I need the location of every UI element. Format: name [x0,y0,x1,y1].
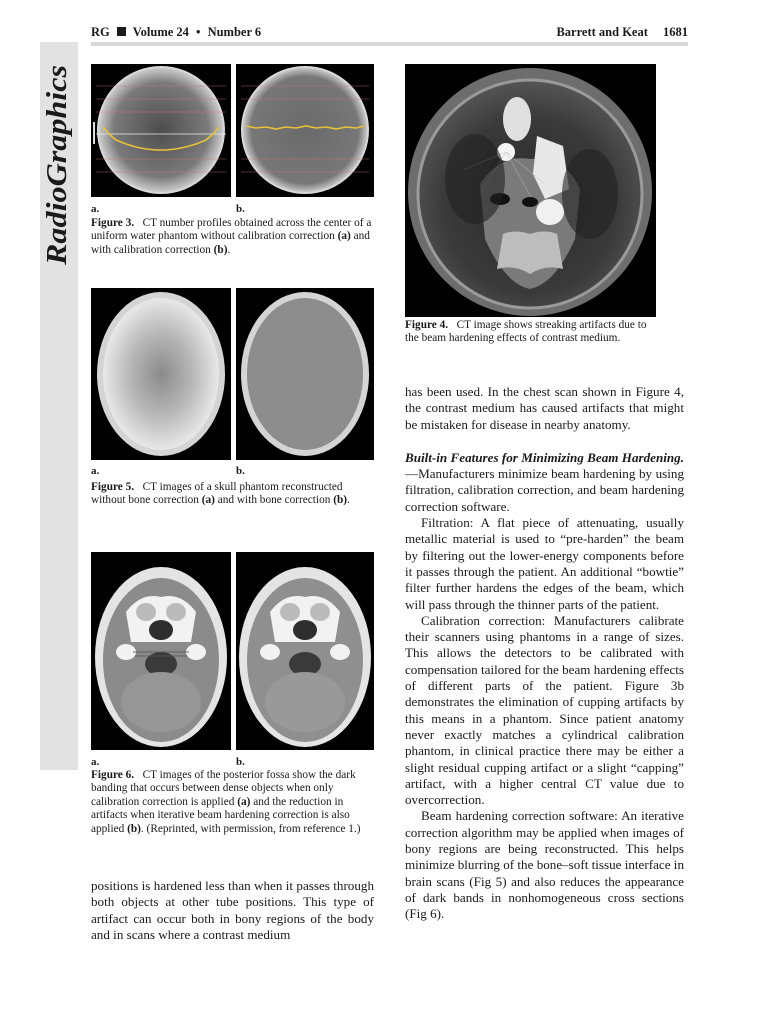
figure5-label-b: b. [236,465,245,477]
figure6-caption-label: Figure 6. [91,769,135,781]
header-rule [91,42,688,46]
header-journal-info [91,25,261,40]
figure5-label-a: a. [91,465,100,477]
figure5b-image [236,288,374,460]
square-icon [117,27,126,36]
left-column-body [91,878,374,943]
figure6-caption-b: (b) [127,822,141,835]
figure3-caption-end: . [227,243,231,256]
figure5-caption-mid: and with bone correction [217,494,331,507]
figure6-caption-mid: and the reduction in artifacts when iterative beam hardening correction is also applied [91,795,350,835]
figure5-caption-label: Figure 5. [91,481,135,493]
figure6-label-b: b. [236,756,245,768]
figure4-caption [405,319,656,346]
figure3-caption [91,217,374,257]
figure3a-image [91,64,231,197]
figure3-caption-mid: and with calibration correction [91,230,370,256]
figure5-caption [91,481,374,508]
journal-abbrev: RG [91,25,110,39]
figure3-caption-b: (b) [213,243,228,256]
figure5a-image [91,288,231,460]
left-column-paragraph: positions is hardened less than when it passes through both objects at other tube positions. This type of artifact can occur both in bony regions of the body and in scans where a contrast medium [91,878,374,942]
figure4-caption-label: Figure 4. [405,319,449,331]
figure3-label-a: a. [91,203,100,215]
figure6-label-a: a. [91,756,100,768]
figure4-image [405,64,656,317]
figure6a-image [91,552,231,750]
figure3-caption-text: CT number profiles obtained across the center of a uniform water phantom without calibration correction [91,217,372,243]
figure5-caption-end: . [347,494,350,507]
volume-text: Volume 24 [132,25,189,39]
paragraph-software: Beam hardening correction software: An iterative correction algorithm may be applied when images of bony regions are being reconstructed. This helps minimize blurring of the bone–soft tissue interface in brain scans (Fig 5) and also reduces the appearance of dark bands in nonhomogeneous cross sections (Fig 6). [405,808,684,922]
paragraph-filtration: Filtration: A flat piece of attenuating, usually metallic material is used to “pre-harden” the beam by filtering out the lower-energy components before it passes through the patient. An additional “bowtie” filter further hardens the edges of the beam, which will pass through the thinner parts of the patient. [405,515,684,612]
figure3-label-b: b. [236,203,245,215]
brand-logo [41,60,77,270]
figure5-caption-b: (b) [333,494,348,507]
svg-text:RadioGraphics: RadioGraphics [41,84,73,265]
header-author-page [556,25,688,40]
figure5-caption-text: CT images of a skull phantom reconstructed without bone correction [91,481,343,507]
section-heading: Built-in Features for Minimizing Beam Hardening. [405,449,684,465]
figure5-caption-a: (a) [201,494,215,507]
paragraph-calibration: Calibration correction: Manufacturers calibrate their scanners using phantoms in a range of sizes. This allows the detectors to be calibrated with compensation tailored for the beam hardening effects of different parts of the patient. Figure 3b demonstrates the elimination of cupping artifacts by this means in a phantom. Since patient anatomy never exactly matches a cylindrical calibration phantom, in clinical practice there may be either a slight residual cupping artifact or a slight “capping” artifact, with a higher central CT value due to overcorrection. [405,612,684,808]
figure6-caption-a: (a) [237,795,251,808]
figure3b-image [236,64,374,197]
figure4-caption-text: CT image shows streaking artifacts due to the beam hardening effects of contrast medium. [405,319,647,345]
figure3-caption-a: (a) [337,230,351,243]
paragraph-contrast: has been used. In the chest scan shown in Figure 4, the contrast medium has caused artifacts that might be mistaken for disease in nearby anatomy. [405,384,684,432]
figure6-caption-text: CT images of the posterior fossa show the dark banding that occurs between dense objects when only calibration correction is applied [91,769,356,808]
figure6b-image [236,552,374,750]
paragraph-builtin [405,450,684,515]
figure6-caption [91,769,374,836]
running-header [91,25,688,43]
page-number: 1681 [663,25,688,39]
section-heading-rest: —Manufacturers minimize beam hardening by using filtration, calibration correction, and beam hardening correction software. [405,466,684,514]
header-authors: Barrett and Keat [556,25,648,39]
bullet-icon: • [196,25,201,39]
figure3-caption-label: Figure 3. [91,217,135,229]
number-text: Number 6 [207,25,262,39]
right-column-body [405,384,684,923]
figure6-caption-end: . (Reprinted, with permission, from reference 1.) [140,822,361,835]
